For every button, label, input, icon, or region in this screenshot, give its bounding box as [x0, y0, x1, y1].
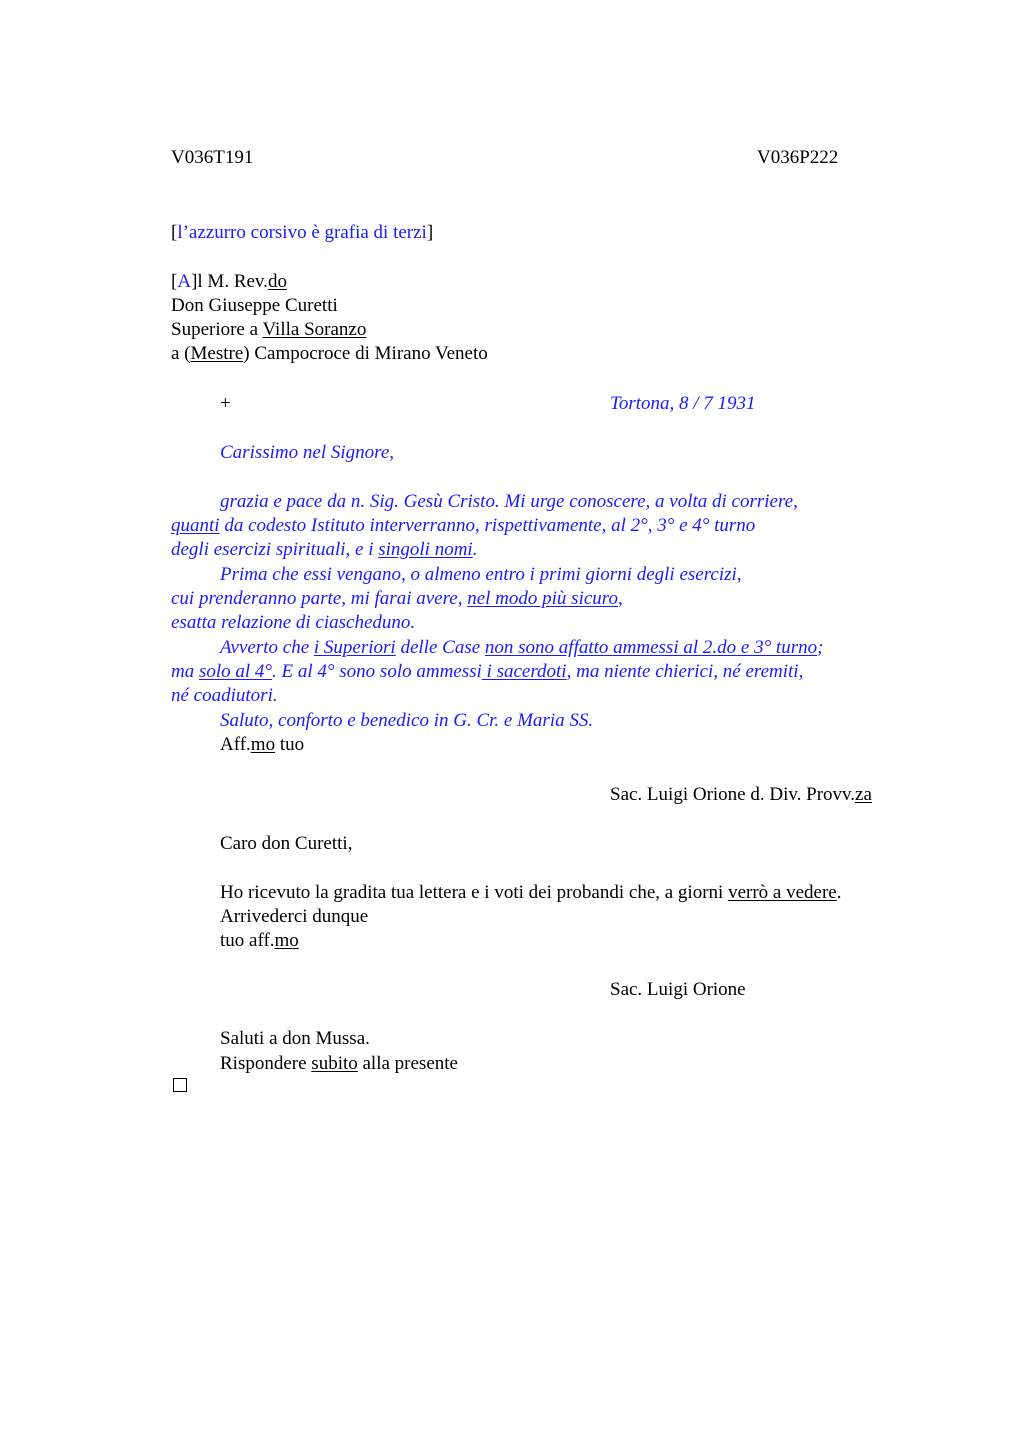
text: tuo aff. — [220, 930, 275, 951]
address-locality: ) Campocroce di Mirano Veneto — [243, 343, 488, 364]
letter2-line2: Arrivederci dunque — [220, 906, 369, 927]
emphasis: subito — [311, 1053, 358, 1074]
postscript-line1: Saluti a don Mussa. — [220, 1028, 370, 1049]
address-role: Superiore a — [171, 319, 263, 340]
letter1-p1-line3 — [171, 539, 477, 561]
end-square-icon — [173, 1078, 187, 1092]
address-line-1 — [171, 271, 287, 293]
emphasis: i sacerdoti — [481, 661, 567, 682]
text: , — [617, 588, 623, 609]
text: ; — [817, 637, 824, 658]
address-abbrev: do — [267, 271, 287, 292]
text: Rispondere — [220, 1053, 312, 1074]
address-line-3 — [171, 319, 366, 341]
editorial-note — [171, 222, 433, 244]
bracket: [ — [171, 271, 178, 292]
document-code-left: V036T191 — [171, 147, 254, 168]
letter1-p1-line1: grazia e pace da n. Sig. Gesù Cristo. Mi urge conoscere, a volta di corriere, — [220, 491, 798, 512]
text: , ma niente chierici, né eremiti, — [566, 661, 804, 682]
abbrev: za — [855, 784, 872, 805]
note-text: l’azzurro corsivo è grafia di terzi — [177, 222, 427, 243]
note-bracket-close: ] — [426, 222, 434, 243]
emphasis: quanti — [171, 515, 220, 536]
emphasis: non sono affatto ammessi al 2.do e 3° turno — [484, 637, 818, 658]
address-place: Villa Soranzo — [262, 319, 367, 340]
text: Aff. — [220, 734, 251, 755]
text: . — [836, 882, 842, 903]
address-initial: A — [177, 271, 192, 292]
letter1-p2-line1: Prima che essi vengano, o almeno entro i primi giorni degli esercizi, — [220, 564, 742, 585]
text: alla presente — [357, 1053, 458, 1074]
postscript-line2 — [220, 1053, 458, 1075]
text: da codesto Istituto interverranno, rispettivamente, al 2°, 3° e 4° turno — [219, 515, 756, 536]
signature-name: Sac. Luigi Orione d. Div. Provv. — [610, 784, 856, 805]
text: delle Case — [395, 637, 485, 658]
letter1-p2-line3: esatta relazione di ciascheduno. — [171, 612, 416, 633]
letter-date: Tortona, 8 / 7 1931 — [610, 393, 756, 414]
note-bracket-open: [ — [171, 222, 178, 243]
letter2-line3 — [220, 930, 299, 952]
emphasis: i Superiori — [313, 637, 396, 658]
letter2-line1 — [220, 882, 841, 904]
address-title: ]l M. Rev. — [191, 271, 268, 292]
letter1-p1-line2 — [171, 515, 755, 537]
letter1-salutation: Carissimo nel Signore, — [220, 442, 394, 463]
abbrev: mo — [250, 734, 276, 755]
text: tuo — [275, 734, 305, 755]
text: Ho ricevuto la gradita tua lettera e i voti dei probandi che, a giorni — [220, 882, 729, 903]
address-line-2: Don Giuseppe Curetti — [171, 295, 338, 316]
letter2-signature: Sac. Luigi Orione — [610, 979, 746, 1000]
address-prefix: a ( — [171, 343, 191, 364]
document-code-right: V036P222 — [757, 147, 839, 168]
letter1-p2-line2 — [171, 588, 623, 610]
letter1-p3-line3: né coadiutori. — [171, 685, 278, 706]
text: cui prenderanno parte, mi farai avere, — [171, 588, 468, 609]
address-city: Mestre — [190, 343, 244, 364]
letter2-salutation: Caro don Curetti, — [220, 833, 353, 854]
text: Avverto che — [220, 637, 314, 658]
emphasis: solo al 4° — [198, 661, 273, 682]
emphasis: singoli nomi — [378, 539, 473, 560]
text: degli esercizi spirituali, e i — [171, 539, 379, 560]
text: . — [472, 539, 478, 560]
letter1-signature — [610, 784, 872, 806]
letter1-p3-line1 — [220, 637, 823, 659]
address-line-4 — [171, 343, 488, 365]
letter1-p3-line2 — [171, 661, 803, 683]
letter1-blessing: Saluto, conforto e benedico in G. Cr. e Maria SS. — [220, 710, 594, 731]
text: ma — [171, 661, 199, 682]
text: . E al 4° sono solo ammessi — [272, 661, 482, 682]
abbrev: mo — [274, 930, 299, 951]
letter1-closing — [220, 734, 304, 756]
cross-symbol: + — [220, 393, 231, 414]
emphasis: nel modo più sicuro — [467, 588, 618, 609]
emphasis: verrò a vedere — [728, 882, 837, 903]
